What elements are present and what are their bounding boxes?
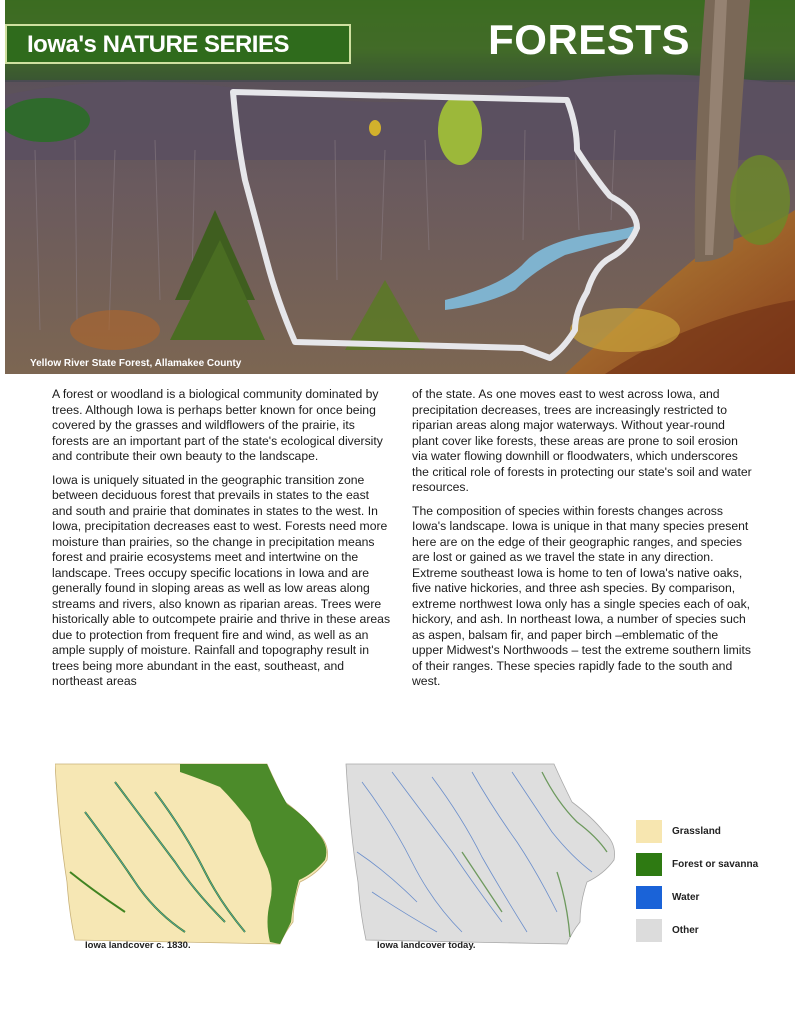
text-column-left [52, 387, 392, 698]
series-prefix: Iowa's [27, 31, 97, 58]
photo-caption: Yellow River State Forest, Allamakee County [30, 358, 242, 369]
text-column-right [412, 387, 752, 698]
map-caption-1830: Iowa landcover c. 1830. [85, 940, 191, 951]
legend-swatch-grassland [636, 820, 662, 843]
legend-label: Grassland [672, 826, 721, 837]
legend-label: Water [672, 892, 700, 903]
map-caption-today: Iowa landcover today. [377, 940, 476, 951]
page-title: FORESTS [488, 16, 690, 63]
map-landcover-today [342, 762, 617, 947]
series-banner [5, 24, 351, 64]
legend-label: Other [672, 925, 699, 936]
legend-swatch-water [636, 886, 662, 909]
paragraph: Iowa is uniquely situated in the geographic transition zone between deciduous forest that prevails in states to the east and south and prairie that dominates in states to the west. In Iowa, precipitation decreases east to west. Forests need more moisture than prairies, so the change in precipitation means forest and prairie ecosystems meet and intertwine on the landscape. Trees occupy specific locations in Iowa and are generally found in sloping areas as well as low areas along streams and rivers, also known as riparian areas. Trees were historically able to outcompete prairie and thrive in these areas due to protection from frequent fire and wind, as well as an ample supply of moisture. Rainfall and topography result in trees being more abundant in the east, southeast, and northeast areas [52, 472, 391, 688]
legend-label: Forest or savanna [672, 859, 759, 870]
paragraph: of the state. As one moves east to west across Iowa, and precipitation decreases, trees are increasingly restricted to riparian areas along major waterways. Without year-round plant cover like forests, these areas are prone to soil erosion via water flowing downhill or floodwaters, which underscores the critical role of forests in protecting our state's soil and water resources. [412, 387, 752, 494]
series-title [27, 31, 289, 59]
paragraph: The composition of species within forests changes across Iowa's landscape. Iowa is unique in that many species present here are on the edge of their geographic ranges, and species are lost or gained as we travel the state in any direction. Extreme southeast Iowa is home to ten of Iowa's native oaks, five native hickories, and three ash species. By comparison, extreme northwest Iowa only has a single species each of oak, hickory, and ash. In northeast Iowa, a number of species such as aspen, balsam fir, and paper birch –emblematic of the upper Midwest's Northwoods – test the extreme southern limits of their ranges. These species rapidly fade to the south and west. [412, 503, 751, 688]
map-landcover-1830 [55, 762, 330, 947]
legend-swatch-forest [636, 853, 662, 876]
series-rest: NATURE SERIES [102, 31, 289, 58]
paragraph: A forest or woodland is a biological community dominated by trees. Although Iowa is perhaps better known for once being covered by the grasses and wildflowers of the prairie, its forests are an important part of the state's ecological diversity and contribute their own beauty to the landscape. [52, 387, 383, 463]
legend-swatch-other [636, 919, 662, 942]
